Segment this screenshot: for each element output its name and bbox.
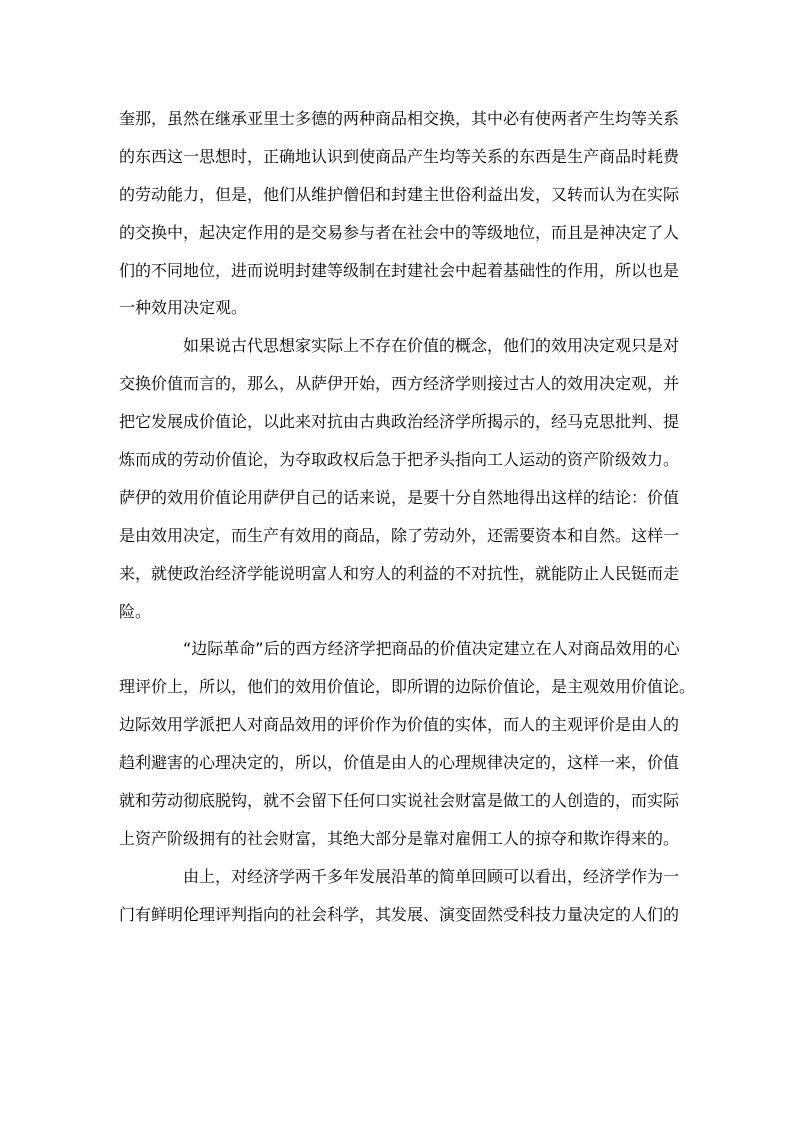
text-line: 的交换中，起决定作用的是交易参与者在社会中的等级地位，而且是神决定了人	[119, 222, 680, 242]
text-line: 萨伊的效用价值论用萨伊自己的话来说，是要十分自然地得出这样的结论：价值	[119, 487, 680, 507]
text-line: “边际革命”后的西方经济学把商品的价值决定建立在人对商品效用的心	[183, 639, 680, 659]
body-text	[119, 100, 696, 934]
text-line: 把它发展成价值论，以此来对抗由古典政治经济学所揭示的，经马克思批判、提	[119, 412, 680, 432]
text-line: 是由效用决定，而生产有效用的商品，除了劳动外，还需要资本和自然。这样一	[119, 525, 680, 545]
text-line: 交换价值而言的，那么，从萨伊开始，西方经济学则接过古人的效用决定观，并	[119, 374, 680, 394]
text-line: 们的不同地位，进而说明封建等级制在封建社会中起着基础性的作用，所以也是	[119, 260, 680, 280]
paragraph-3	[119, 630, 696, 857]
text-line: 一种效用决定观。	[119, 298, 248, 318]
paragraph-1	[119, 100, 679, 327]
text-line: 就和劳动彻底脱钩，就不会留下任何口实说社会财富是做工的人创造的，而实际	[119, 791, 680, 811]
paragraph-2	[119, 327, 679, 630]
text-line: 的劳动能力，但是，他们从维护僧侣和封建主世俗利益出发，又转而认为在实际	[119, 184, 680, 204]
text-line: 如果说古代思想家实际上不存在价值的概念，他们的效用决定观只是对	[183, 336, 680, 356]
text-line: 上资产阶级拥有的社会财富，其绝大部分是靠对雇佣工人的掠夺和欺诈得来的。	[119, 828, 680, 848]
text-line: 理评价上，所以，他们的效用价值论，即所谓的边际价值论，是主观效用价值论。	[119, 677, 696, 697]
text-line: 来，就使政治经济学能说明富人和穷人的利益的不对抗性，就能防止人民铤而走	[119, 563, 680, 583]
text-line: 门有鲜明伦理评判指向的社会科学，其发展、演变固然受科技力量决定的人们的	[119, 904, 680, 924]
text-line: 由上，对经济学两千多年发展沿革的简单回顾可以看出，经济学作为一	[183, 866, 680, 886]
text-line: 奎那，虽然在继承亚里士多德的两种商品相交换，其中必有使两者产生均等关系	[119, 109, 680, 128]
text-line: 边际效用学派把人对商品效用的评价作为价值的实体，而人的主观评价是由人的	[119, 715, 680, 735]
text-line: 险。	[119, 601, 152, 621]
text-line: 趋利避害的心理决定的，所以，价值是由人的心理规律决定的，这样一来，价值	[119, 753, 680, 773]
paragraph-4	[119, 858, 679, 934]
text-line: 炼而成的劳动价值论，为夺取政权后急于把矛头指向工人运动的资产阶级效力。	[119, 450, 680, 470]
text-line: 的东西这一思想时，正确地认识到使商品产生均等关系的东西是生产商品时耗费	[119, 146, 680, 166]
